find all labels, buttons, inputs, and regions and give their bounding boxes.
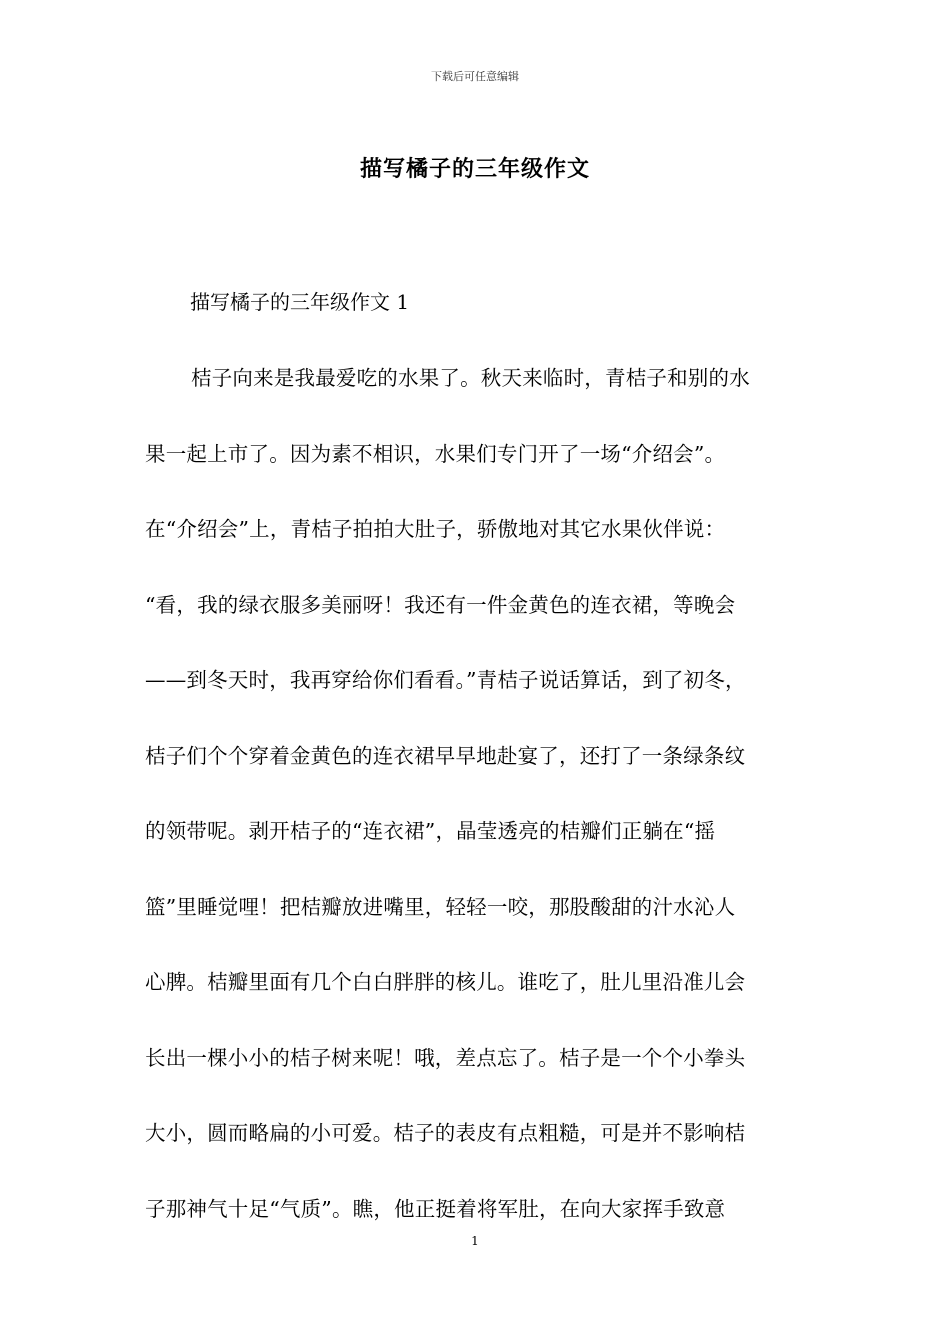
body-line: 篮”里睡觉哩！把桔瓣放进嘴里，轻轻一咬，那股酸甜的汁水沁人 <box>145 894 736 919</box>
header-note: 下载后可任意编辑 <box>431 70 519 83</box>
body-line: 心脾。桔瓣里面有几个白白胖胖的核儿。谁吃了，肚儿里沿准儿会 <box>145 970 746 994</box>
page-number: 1 <box>471 1234 479 1248</box>
body-line: 长出一棵小小的桔子树来呢！哦，差点忘了。桔子是一个个小拳头 <box>145 1045 746 1070</box>
body-line: 桔子向来是我最爱吃的水果了。秋天来临时，青桔子和别的水 <box>191 366 750 390</box>
essay-body <box>145 358 825 1264</box>
body-line: 大小，圆而略扁的小可爱。桔子的表皮有点粗糙，可是并不影响桔 <box>145 1121 746 1145</box>
document-title: 描写橘子的三年级作文 <box>359 156 590 182</box>
section-heading: 描写橘子的三年级作文 1 <box>190 290 410 314</box>
body-line: “看，我的绿衣服多美丽呀！我还有一件金黄色的连衣裙，等晚会 <box>145 592 736 617</box>
body-line: 的领带呢。剥开桔子的“连衣裙”，晶莹透亮的桔瓣们正躺在“摇 <box>145 819 716 843</box>
body-line: 果一起上市了。因为素不相识，水果们专门开了一场“介绍会”。 <box>145 441 726 466</box>
body-line: ——到冬天时，我再穿给你们看看。”青桔子说话算话，到了初冬， <box>145 668 746 692</box>
body-line: 在“介绍会”上，青桔子拍拍大肚子，骄傲地对其它水果伙伴说： <box>145 517 726 541</box>
body-line: 子那神气十足“气质”。瞧，他正挺着将军肚，在向大家挥手致意 <box>145 1196 726 1221</box>
body-line: 桔子们个个穿着金黄色的连衣裙早早地赴宴了，还打了一条绿条纹 <box>145 743 746 768</box>
